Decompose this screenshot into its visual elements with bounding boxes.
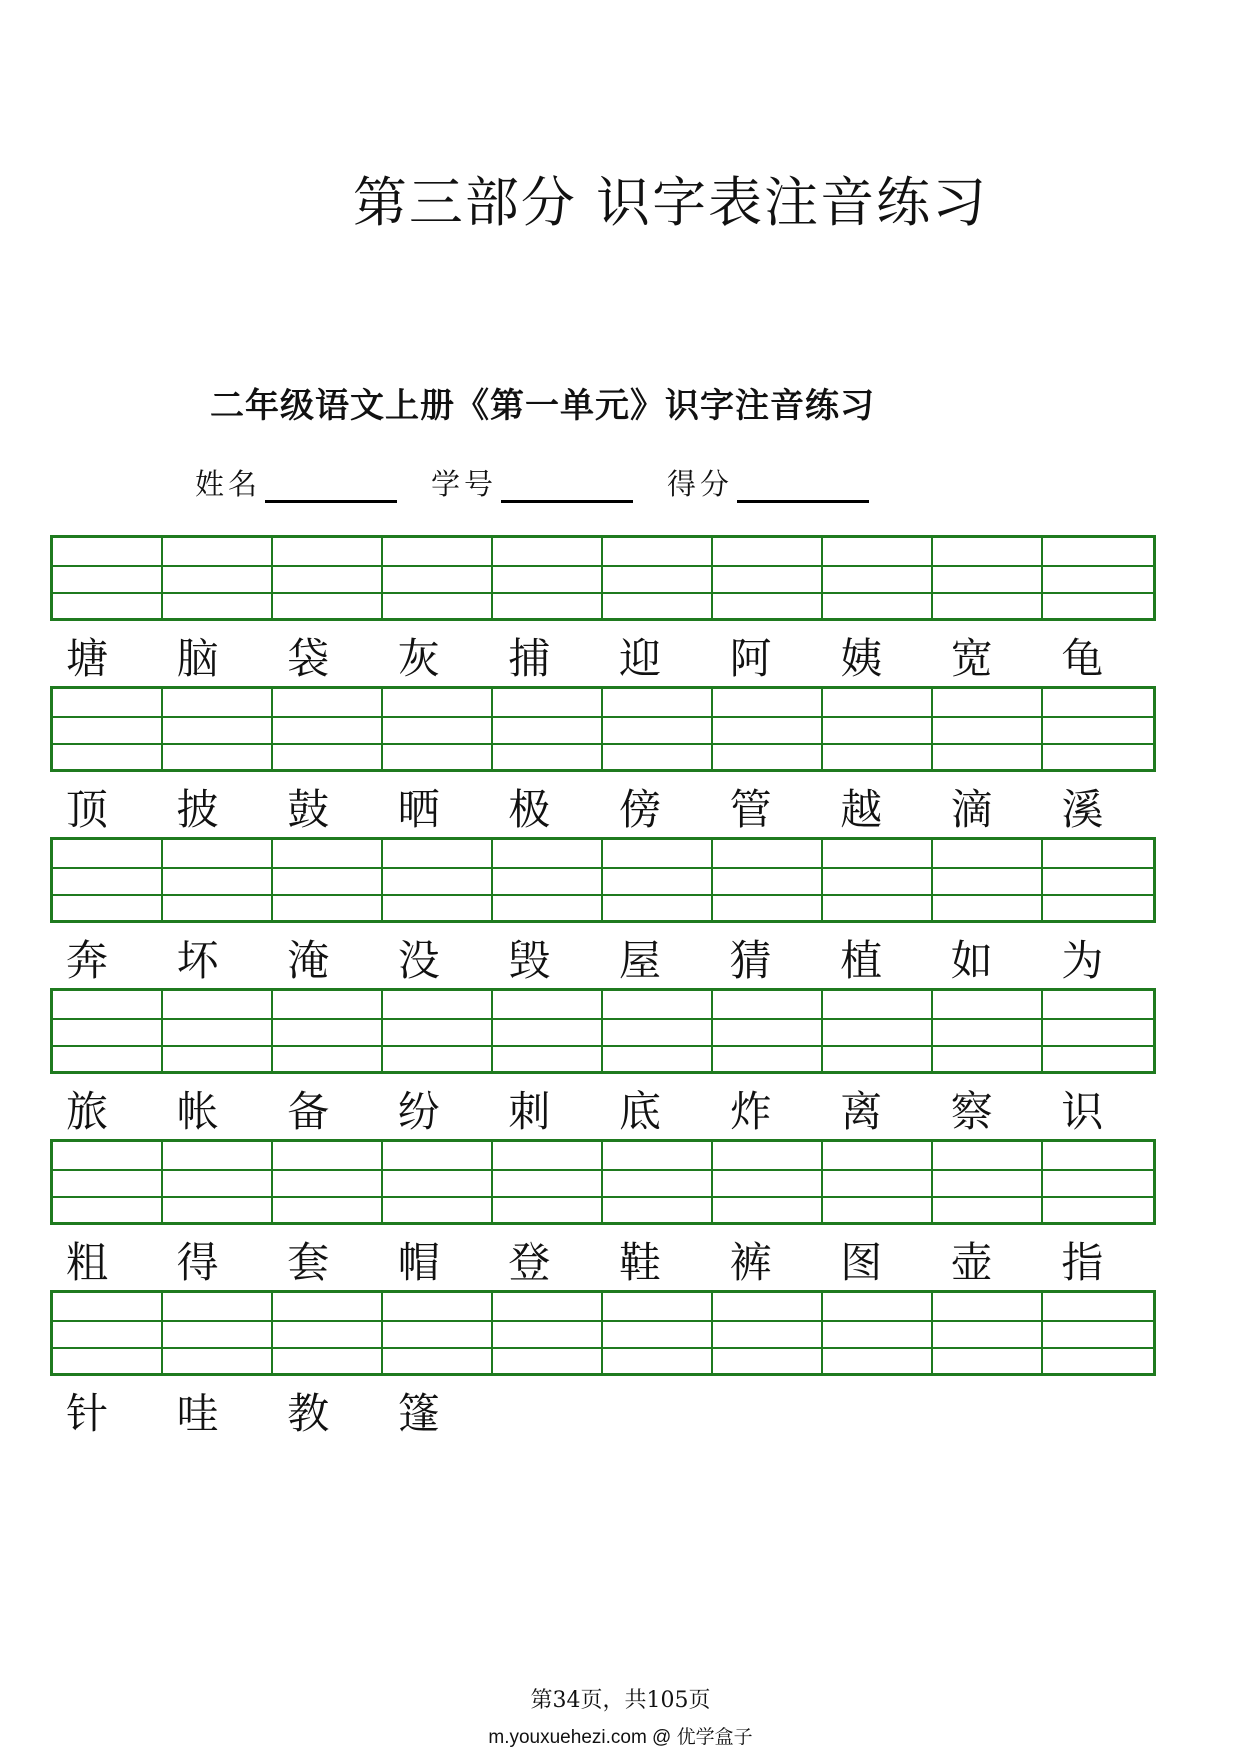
character: 越 — [840, 785, 883, 834]
pinyin-cell[interactable] — [493, 840, 603, 920]
score-label: 得分 — [667, 467, 734, 501]
pinyin-cell[interactable] — [713, 1293, 823, 1373]
pinyin-cell[interactable] — [933, 689, 1043, 769]
pinyin-cell[interactable] — [163, 689, 273, 769]
pinyin-cell[interactable] — [163, 840, 273, 920]
character: 如 — [950, 936, 993, 985]
character: 得 — [176, 1238, 219, 1287]
student-id-blank[interactable] — [501, 468, 633, 503]
character: 迎 — [618, 634, 661, 683]
character: 为 — [1061, 936, 1104, 985]
character: 离 — [840, 1087, 883, 1136]
name-label: 姓名 — [195, 467, 262, 501]
pinyin-grid — [50, 535, 1156, 621]
pinyin-cell[interactable] — [383, 538, 493, 618]
character: 塘 — [66, 634, 109, 683]
student-id-label: 学号 — [431, 467, 498, 501]
pinyin-cell[interactable] — [823, 1293, 933, 1373]
pinyin-grid — [50, 988, 1156, 1074]
pinyin-grid — [50, 1139, 1156, 1225]
pinyin-cell[interactable] — [383, 840, 493, 920]
character: 捕 — [508, 634, 551, 683]
pinyin-cell[interactable] — [163, 991, 273, 1071]
page-number: 第34页，共105页 — [530, 1688, 711, 1713]
score-blank[interactable] — [737, 468, 869, 503]
site-credit: m.youxuehezi.com @ 优学盒子 — [488, 1727, 753, 1748]
pinyin-cell[interactable] — [713, 538, 823, 618]
character: 套 — [287, 1238, 330, 1287]
character: 坏 — [176, 936, 219, 985]
character: 灰 — [397, 634, 440, 683]
pinyin-cell[interactable] — [273, 538, 383, 618]
character: 教 — [287, 1389, 330, 1438]
pinyin-cell[interactable] — [493, 991, 603, 1071]
character: 壶 — [950, 1238, 993, 1287]
character: 察 — [950, 1087, 993, 1136]
character: 鼓 — [287, 785, 330, 834]
character: 裤 — [729, 1238, 772, 1287]
character: 屋 — [618, 936, 661, 985]
pinyin-cell[interactable] — [1043, 1293, 1153, 1373]
character: 粗 — [66, 1238, 109, 1287]
practice-block — [50, 535, 1156, 691]
character: 宽 — [950, 634, 993, 683]
character: 管 — [729, 785, 772, 834]
character: 淹 — [287, 936, 330, 985]
pinyin-grid — [50, 837, 1156, 923]
character: 顶 — [66, 785, 109, 834]
pinyin-cell[interactable] — [53, 1293, 163, 1373]
pinyin-cell[interactable] — [1043, 840, 1153, 920]
pinyin-cell[interactable] — [493, 1293, 603, 1373]
pinyin-cell[interactable] — [493, 538, 603, 618]
pinyin-cell[interactable] — [603, 538, 713, 618]
character: 备 — [287, 1087, 330, 1136]
character: 登 — [508, 1238, 551, 1287]
character: 底 — [618, 1087, 661, 1136]
pinyin-cell[interactable] — [383, 991, 493, 1071]
character-row — [50, 923, 1156, 993]
character: 姨 — [840, 634, 883, 683]
pinyin-cell[interactable] — [53, 1142, 163, 1222]
character: 炸 — [729, 1087, 772, 1136]
pinyin-cell[interactable] — [383, 1142, 493, 1222]
pinyin-cell[interactable] — [163, 1293, 273, 1373]
character-row — [50, 1376, 1156, 1446]
character: 识 — [1061, 1087, 1104, 1136]
character: 晒 — [397, 785, 440, 834]
pinyin-cell[interactable] — [493, 1142, 603, 1222]
pinyin-cell[interactable] — [713, 689, 823, 769]
pinyin-cell[interactable] — [933, 1142, 1043, 1222]
pinyin-cell[interactable] — [1043, 689, 1153, 769]
practice-block — [50, 686, 1156, 842]
pinyin-cell[interactable] — [273, 1142, 383, 1222]
character: 极 — [508, 785, 551, 834]
character: 脑 — [176, 634, 219, 683]
pinyin-cell[interactable] — [53, 840, 163, 920]
pinyin-cell[interactable] — [603, 1142, 713, 1222]
character: 阿 — [729, 634, 772, 683]
pinyin-cell[interactable] — [933, 991, 1043, 1071]
pinyin-cell[interactable] — [163, 1142, 273, 1222]
pinyin-cell[interactable] — [493, 689, 603, 769]
pinyin-cell[interactable] — [823, 689, 933, 769]
pinyin-cell[interactable] — [823, 538, 933, 618]
character: 没 — [397, 936, 440, 985]
pinyin-cell[interactable] — [823, 991, 933, 1071]
pinyin-cell[interactable] — [1043, 991, 1153, 1071]
practice-block — [50, 837, 1156, 993]
character: 纷 — [397, 1087, 440, 1136]
character: 鞋 — [618, 1238, 661, 1287]
pinyin-cell[interactable] — [603, 1293, 713, 1373]
character-row — [50, 1074, 1156, 1144]
pinyin-cell[interactable] — [603, 689, 713, 769]
character: 袋 — [287, 634, 330, 683]
character: 图 — [840, 1238, 883, 1287]
practice-block — [50, 1139, 1156, 1295]
character: 哇 — [176, 1389, 219, 1438]
character: 毁 — [508, 936, 551, 985]
character: 刺 — [508, 1087, 551, 1136]
pinyin-cell[interactable] — [823, 1142, 933, 1222]
pinyin-cell[interactable] — [163, 538, 273, 618]
character-row — [50, 772, 1156, 842]
character: 帽 — [397, 1238, 440, 1287]
pinyin-cell[interactable] — [933, 1293, 1043, 1373]
pinyin-cell[interactable] — [713, 1142, 823, 1222]
character: 傍 — [618, 785, 661, 834]
character: 猜 — [729, 936, 772, 985]
part-title: 第三部分 识字表注音练习 — [352, 171, 989, 234]
character: 龟 — [1061, 634, 1104, 683]
pinyin-cell[interactable] — [273, 689, 383, 769]
character: 针 — [66, 1389, 109, 1438]
score-field[interactable] — [667, 462, 869, 503]
pinyin-cell[interactable] — [53, 538, 163, 618]
character-row — [50, 1225, 1156, 1295]
pinyin-cell[interactable] — [383, 689, 493, 769]
practice-block — [50, 1290, 1156, 1446]
character-row — [50, 621, 1156, 691]
pinyin-cell[interactable] — [383, 1293, 493, 1373]
pinyin-grid — [50, 1290, 1156, 1376]
character: 植 — [840, 936, 883, 985]
pinyin-cell[interactable] — [603, 991, 713, 1071]
pinyin-cell[interactable] — [713, 840, 823, 920]
pinyin-cell[interactable] — [53, 689, 163, 769]
student-info-row — [195, 462, 869, 503]
practice-block — [50, 988, 1156, 1144]
pinyin-cell[interactable] — [273, 1293, 383, 1373]
pinyin-cell[interactable] — [273, 991, 383, 1071]
name-field[interactable] — [195, 462, 397, 503]
character: 溪 — [1061, 785, 1104, 834]
character: 滴 — [950, 785, 993, 834]
pinyin-cell[interactable] — [713, 991, 823, 1071]
character: 奔 — [66, 936, 109, 985]
pinyin-cell[interactable] — [1043, 538, 1153, 618]
pinyin-cell[interactable] — [1043, 1142, 1153, 1222]
character: 指 — [1061, 1238, 1104, 1287]
pinyin-cell[interactable] — [273, 840, 383, 920]
pinyin-grid — [50, 686, 1156, 772]
student-id-field[interactable] — [431, 462, 633, 503]
unit-title: 二年级语文上册《第一单元》识字注音练习 — [210, 386, 875, 426]
pinyin-cell[interactable] — [53, 991, 163, 1071]
pinyin-cell[interactable] — [823, 840, 933, 920]
pinyin-cell[interactable] — [933, 538, 1043, 618]
pinyin-cell[interactable] — [933, 840, 1043, 920]
character: 披 — [176, 785, 219, 834]
character: 篷 — [397, 1389, 440, 1438]
character: 帐 — [176, 1087, 219, 1136]
pinyin-cell[interactable] — [603, 840, 713, 920]
name-blank[interactable] — [265, 468, 397, 503]
character: 旅 — [66, 1087, 109, 1136]
